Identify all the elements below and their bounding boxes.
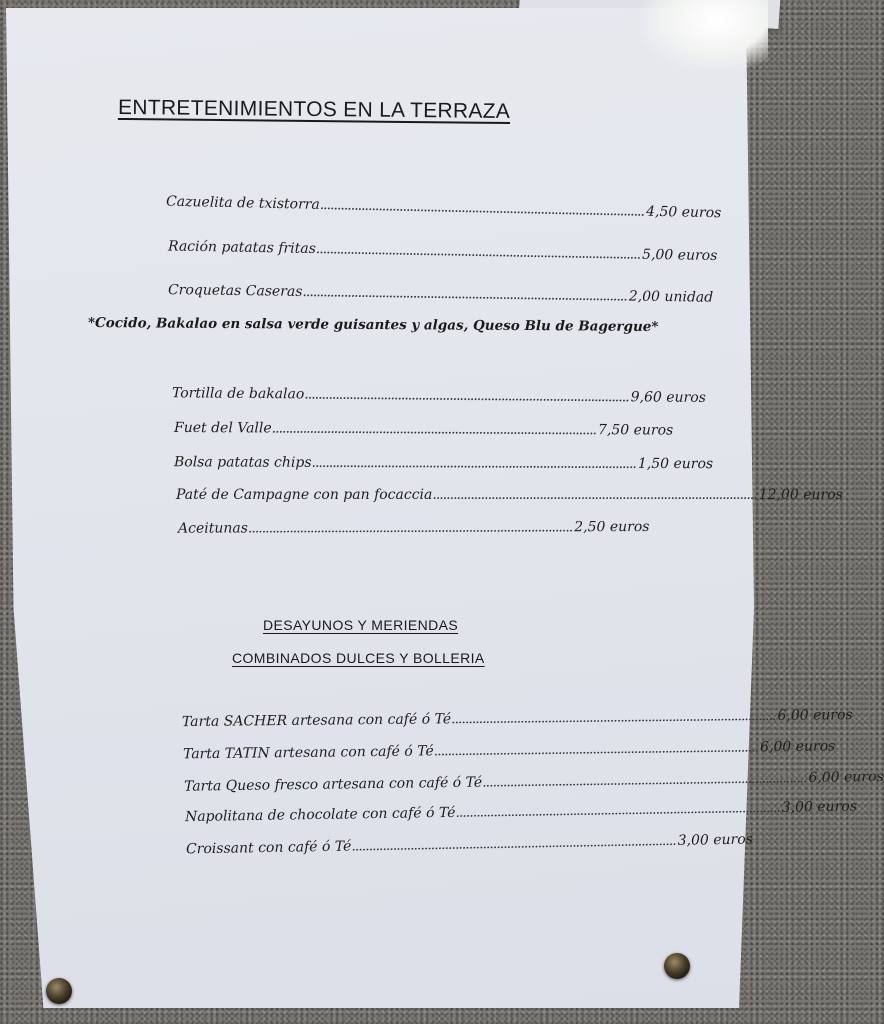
menu-paper xyxy=(6,8,757,1008)
menu-item xyxy=(173,454,714,473)
leader-dots: .............................................................................................. xyxy=(451,707,776,728)
item-name: Napolitana de chocolate con café ó Té xyxy=(184,804,456,826)
leader-dots: .............................................................................................. xyxy=(315,241,641,263)
leader-dots: .............................................................................................. xyxy=(351,832,676,855)
section-heading-sweets: COMBINADOS DULCES Y BOLLERIA xyxy=(232,650,485,666)
leader-dots: .............................................................................................. xyxy=(432,487,757,503)
menu-title: ENTRETENIMIENTOS EN LA TERRAZA xyxy=(117,95,511,124)
item-price: 6,00 euros xyxy=(777,707,853,724)
item-price: 1,50 euros xyxy=(637,455,714,473)
item-price: 7,50 euros xyxy=(597,422,674,439)
item-name: Tarta TATIN artesana con café ó Té xyxy=(182,743,434,763)
leader-dots: .............................................................................................. xyxy=(271,420,597,439)
menu-item xyxy=(176,487,843,503)
leader-dots: .............................................................................................. xyxy=(433,739,759,760)
item-name: Tarta Queso fresco artesana con café ó Té xyxy=(183,774,483,795)
section-heading-breakfast: DESAYUNOS Y MERIENDAS xyxy=(263,617,459,633)
item-name: Tarta SACHER artesana con café ó Té xyxy=(181,711,452,731)
item-price: 3,00 euros xyxy=(781,798,858,816)
item-name: Bolsa patatas chips xyxy=(173,454,312,471)
menu-item xyxy=(173,419,674,439)
specials-note: *Cocido, Bakalao en salsa verde guisantes y algas, Queso Blu de Bagergue* xyxy=(87,315,659,335)
leader-dots: .............................................................................................. xyxy=(319,196,645,220)
item-name: Cazuelita de txistorra xyxy=(165,193,320,213)
item-name: Tortilla de bakalao xyxy=(171,385,305,403)
item-price: 2,50 euros xyxy=(574,519,650,536)
item-name: Ración patatas fritas xyxy=(167,238,316,258)
item-price: 9,60 euros xyxy=(630,389,706,406)
item-name: Fuet del Valle xyxy=(173,419,272,437)
item-name: Croquetas Caseras xyxy=(167,282,303,300)
leader-dots: .............................................................................................. xyxy=(247,519,573,537)
leader-dots: .............................................................................................. xyxy=(455,799,780,821)
item-price: 2,00 unidad xyxy=(628,288,714,306)
leader-dots: .............................................................................................. xyxy=(304,386,629,406)
item-name: Aceitunas xyxy=(177,520,248,537)
item-price: 5,00 euros xyxy=(641,246,718,265)
item-price: 3,00 euros xyxy=(677,831,754,849)
leader-dots: .............................................................................................. xyxy=(482,770,807,791)
menu-item xyxy=(177,519,650,537)
pushpin-icon xyxy=(664,953,690,979)
item-name: Croissant con café ó Té xyxy=(185,838,352,858)
item-price: 4,50 euros xyxy=(645,203,722,222)
leader-dots: .............................................................................................. xyxy=(302,283,627,305)
pushpin-icon xyxy=(46,978,72,1004)
light-glare xyxy=(640,0,768,70)
item-name: Paté de Campagne con pan focaccia xyxy=(176,487,433,503)
item-price: 6,00 euros xyxy=(808,768,884,787)
item-price: 6,00 euros xyxy=(759,738,836,756)
item-price: 12,00 euros xyxy=(758,487,843,503)
leader-dots: .............................................................................................. xyxy=(311,454,636,472)
